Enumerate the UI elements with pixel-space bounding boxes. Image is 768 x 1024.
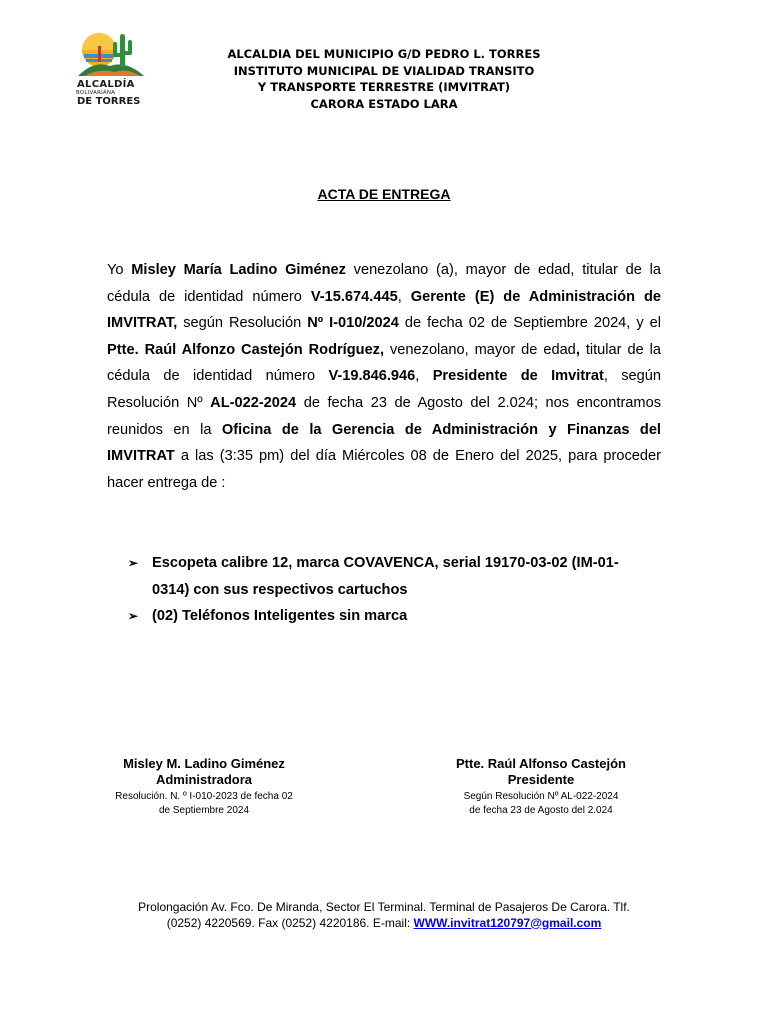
text-run-bold: , — [575, 341, 580, 358]
text-run: titular de la cédula de identidad número — [107, 341, 662, 385]
name-misley: Misley María Ladino Giménez — [131, 262, 346, 278]
signature-block-right — [421, 756, 661, 817]
resolution-line: de Septiembre 2024 — [158, 804, 250, 816]
resolution-line: Resolución. N. º I-010-2023 de fecha 02 — [115, 791, 293, 802]
footer-phone-line — [0, 916, 768, 932]
meeting-location: Oficina de la Gerencia de Administración y Finanzas del IMVITRAT — [107, 421, 661, 465]
list-item-text: Escopeta calibre 12, marca COVAVENCA, serial 19170-03-02 (IM-01-0314) con sus respectivos cartuchos — [152, 555, 619, 598]
list-item-text: (02) Teléfonos Inteligentes sin marca — [152, 608, 408, 625]
id-number-2: V-19.846.946 — [328, 368, 416, 385]
arrow-bullet-icon: ➢ — [128, 556, 139, 570]
letterhead-line: Y TRANSPORTE TERRESTRE (IMVITRAT) — [257, 80, 511, 94]
text-run: según Resolución — [177, 315, 308, 332]
list-item — [128, 603, 648, 630]
letterhead-line: CARORA ESTADO LARA — [310, 96, 458, 111]
letterhead-line: ALCALDIA DEL MUNICIPIO G/D PEDRO L. TORRES — [227, 47, 541, 61]
resolution-1: Nº I-010/2024 — [307, 315, 399, 332]
arrow-bullet-icon: ➢ — [128, 609, 139, 624]
signatory-name: Misley M. Ladino Giménez — [123, 756, 285, 771]
delivered-items-list — [128, 550, 648, 630]
position-presidente: Presidente de Imvitrat — [432, 368, 604, 385]
position-gerente: Gerente (E) de Administración de IMVITRAT, — [107, 288, 661, 332]
list-item — [128, 550, 648, 603]
logo-emblem-icon — [74, 26, 148, 80]
logo-text-de-torres: DE TORRES — [77, 96, 141, 107]
resolution-2: AL-022-2024 — [210, 394, 297, 411]
signatory-name: Ptte. Raúl Alfonso Castejón — [456, 756, 626, 771]
signatory-role: Administradora — [155, 772, 253, 787]
email-link[interactable]: WWW.invitrat120797@gmail.com — [413, 915, 602, 930]
alcaldia-logo — [74, 26, 148, 108]
text-run: venezolano, mayor de edad — [384, 341, 576, 358]
resolution-line: Según Resolución Nº AL-022-2024 — [463, 791, 619, 802]
text-run: de fecha 23 de Agosto del 2.024; nos encontramos reunidos en la — [107, 394, 661, 438]
text-run: a las (3:35 pm) del día Miércoles 08 de Enero del 2025, para proceder hacer entrega de : — [107, 448, 661, 491]
id-number-1: V-15.674.445 — [310, 288, 398, 305]
logo-text-bolivariana: BOLIVARIANA — [76, 90, 116, 96]
letterhead — [200, 46, 568, 112]
signatory-role: Presidente — [507, 772, 575, 787]
text-run: , — [397, 288, 411, 305]
letterhead-line: INSTITUTO MUNICIPAL DE VIALIDAD TRANSITO — [233, 63, 535, 78]
text-run: , — [415, 368, 433, 385]
text-run: Yo — [107, 262, 132, 278]
footer-phone: (0252) 4220569. Fax (0252) 4220186. E-mail: — [166, 915, 414, 930]
text-run: de fecha 02 de Septiembre 2024, y el — [398, 315, 661, 332]
text-run: , según Resolución Nº — [107, 368, 661, 411]
signatory-resolution — [84, 790, 324, 817]
name-raul: Ptte. Raúl Alfonzo Castejón Rodríguez, — [107, 341, 385, 358]
text-run: venezolano (a), mayor de edad, titular de la cédula de identidad número — [107, 262, 661, 305]
footer-contact — [0, 900, 768, 931]
signatory-resolution — [421, 790, 661, 817]
signature-block-left — [84, 756, 324, 817]
footer-address: Prolongación Av. Fco. De Miranda, Sector El Terminal. Terminal de Pasajeros De Carora. Tlf. — [138, 900, 630, 914]
document-title: ACTA DE ENTREGA — [317, 186, 451, 202]
resolution-line: de fecha 23 de Agosto del 2.024 — [469, 804, 613, 816]
logo-text-alcaldia: ALCALDÍA — [77, 79, 135, 90]
body-paragraph — [107, 257, 661, 496]
